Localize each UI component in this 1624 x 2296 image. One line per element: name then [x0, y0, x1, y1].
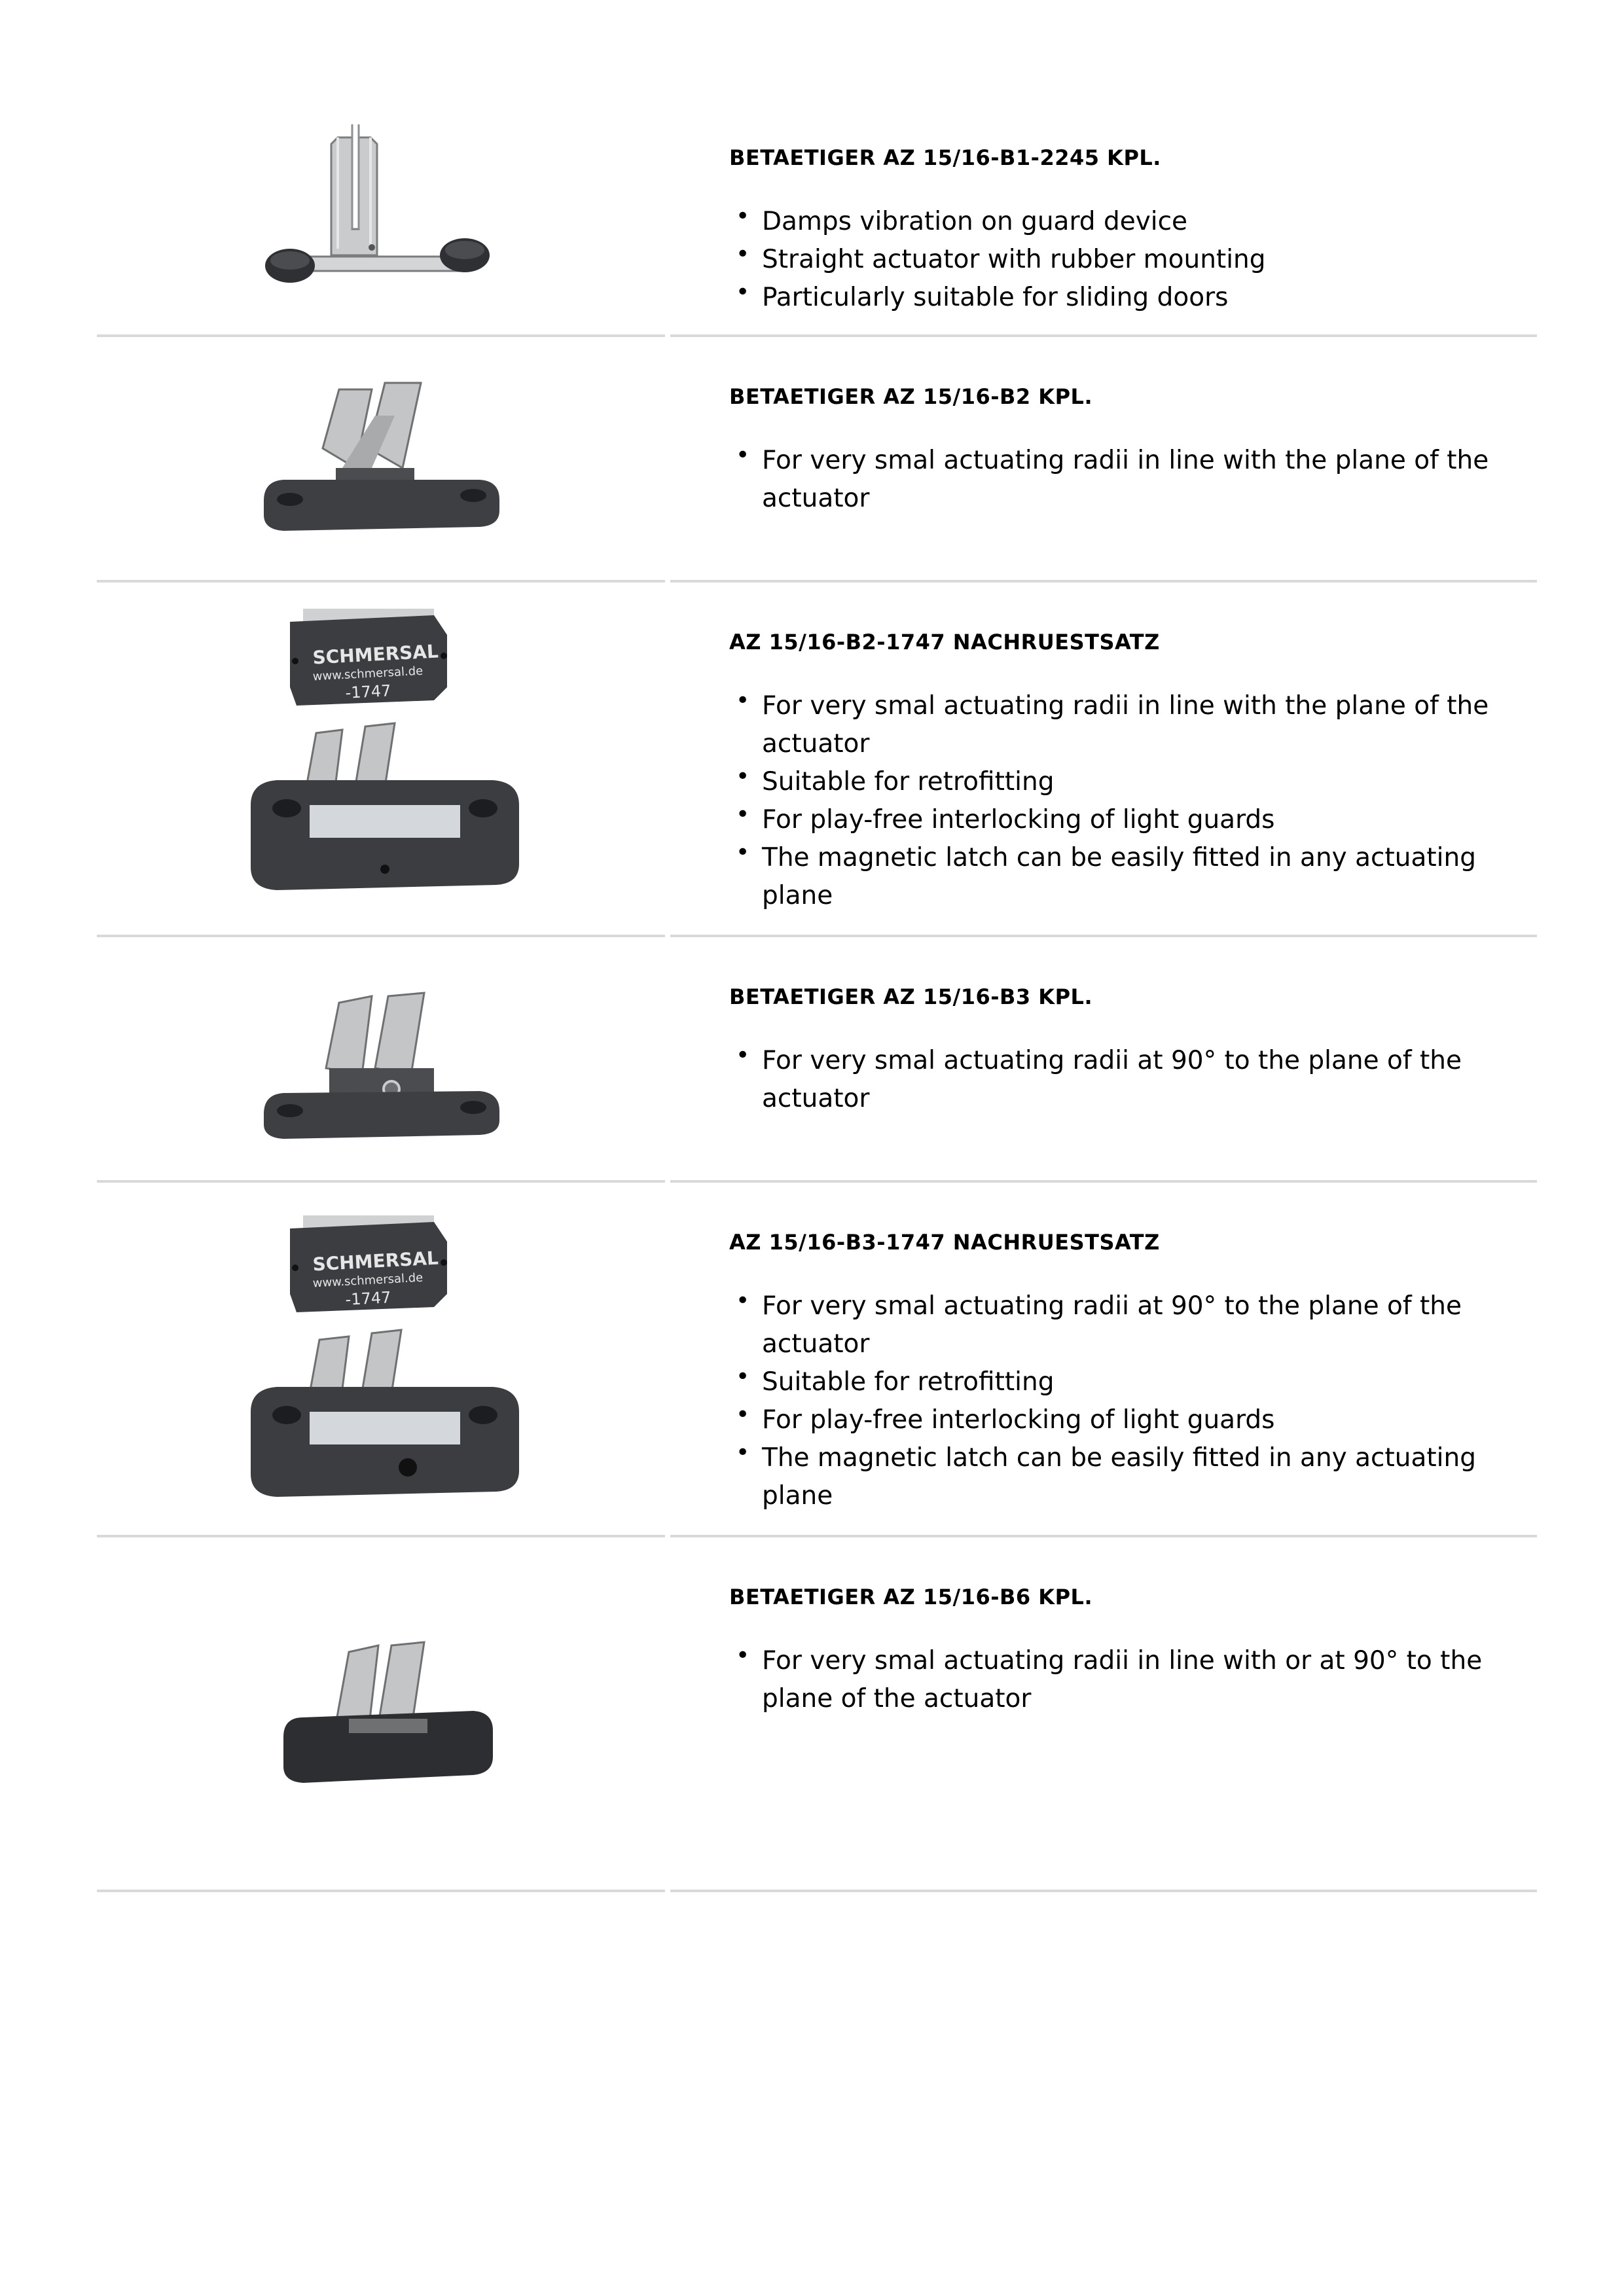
feature-item: • For very smal actuating radii at 90° to the plane of the actuator	[729, 1042, 1537, 1118]
feature-list	[729, 687, 1537, 915]
label-brand: SCHMERSAL	[312, 1247, 439, 1276]
product-text-cell	[666, 1537, 1537, 1892]
product-row	[97, 98, 1537, 337]
product-image-cell	[97, 937, 666, 1183]
feature-item: • Suitable for retrofitting	[729, 763, 1537, 801]
product-title: BETAETIGER AZ 15/16-B3 KPL.	[729, 984, 1093, 1009]
product-row	[97, 937, 1537, 1183]
product-image-cell	[97, 337, 666, 583]
product-image-cell	[97, 583, 666, 937]
feature-item: • For very smal actuating radii in line with the plane of the actuator	[729, 687, 1537, 763]
feature-list	[729, 442, 1537, 518]
feature-list	[729, 203, 1537, 317]
label-brand: SCHMERSAL	[312, 640, 439, 669]
label-url: www.schmersal.de	[312, 664, 424, 684]
product-title: BETAETIGER AZ 15/16-B1-2245 KPL.	[729, 145, 1161, 170]
actuator-angled-base-image	[257, 370, 506, 547]
product-text-cell	[666, 937, 1537, 1183]
product-title: AZ 15/16-B3-1747 NACHRUESTSATZ	[729, 1230, 1160, 1255]
product-row	[97, 583, 1537, 937]
product-text-cell	[666, 337, 1537, 583]
product-text-cell	[666, 98, 1537, 337]
feature-item: • Particularly suitable for sliding doors	[729, 279, 1537, 317]
feature-item: • The magnetic latch can be easily fitted in any actuating plane	[729, 1439, 1537, 1515]
product-title: AZ 15/16-B2-1747 NACHRUESTSATZ	[729, 630, 1160, 655]
feature-item: • Suitable for retrofitting	[729, 1363, 1537, 1401]
feature-item: • For very smal actuating radii at 90° to the plane of the actuator	[729, 1287, 1537, 1363]
feature-item: • For play-free interlocking of light guards	[729, 1401, 1537, 1439]
retrofit-kit-magnetic-latch-image	[238, 609, 532, 916]
feature-item: • For play-free interlocking of light guards	[729, 801, 1537, 839]
feature-item: • Damps vibration on guard device	[729, 203, 1537, 241]
feature-list	[729, 1287, 1537, 1515]
product-table	[97, 98, 1537, 1892]
feature-item: • The magnetic latch can be easily fitted in any actuating plane	[729, 839, 1537, 915]
product-row	[97, 1537, 1537, 1892]
retrofit-kit-magnetic-latch-image	[238, 1215, 532, 1523]
product-image-cell	[97, 98, 666, 337]
feature-item: • For very smal actuating radii in line with or at 90° to the plane of the actuator	[729, 1642, 1537, 1718]
actuator-rubber-mounting-image	[261, 118, 496, 301]
product-title: BETAETIGER AZ 15/16-B2 KPL.	[729, 384, 1093, 409]
product-row	[97, 337, 1537, 583]
label-url: www.schmersal.de	[312, 1270, 424, 1291]
product-row	[97, 1183, 1537, 1537]
feature-list	[729, 1042, 1537, 1118]
feature-list	[729, 1642, 1537, 1718]
product-title: BETAETIGER AZ 15/16-B6 KPL.	[729, 1585, 1093, 1609]
product-image-cell	[97, 1183, 666, 1537]
feature-item: • For very smal actuating radii in line with the plane of the actuator	[729, 442, 1537, 518]
product-text-cell	[666, 583, 1537, 937]
label-code: -1747	[344, 681, 392, 702]
actuator-90-degree-base-image	[257, 977, 506, 1153]
actuator-universal-base-image	[270, 1626, 506, 1816]
label-code: -1747	[344, 1288, 392, 1309]
product-text-cell	[666, 1183, 1537, 1537]
product-image-cell	[97, 1537, 666, 1892]
feature-item: • Straight actuator with rubber mounting	[729, 241, 1537, 279]
